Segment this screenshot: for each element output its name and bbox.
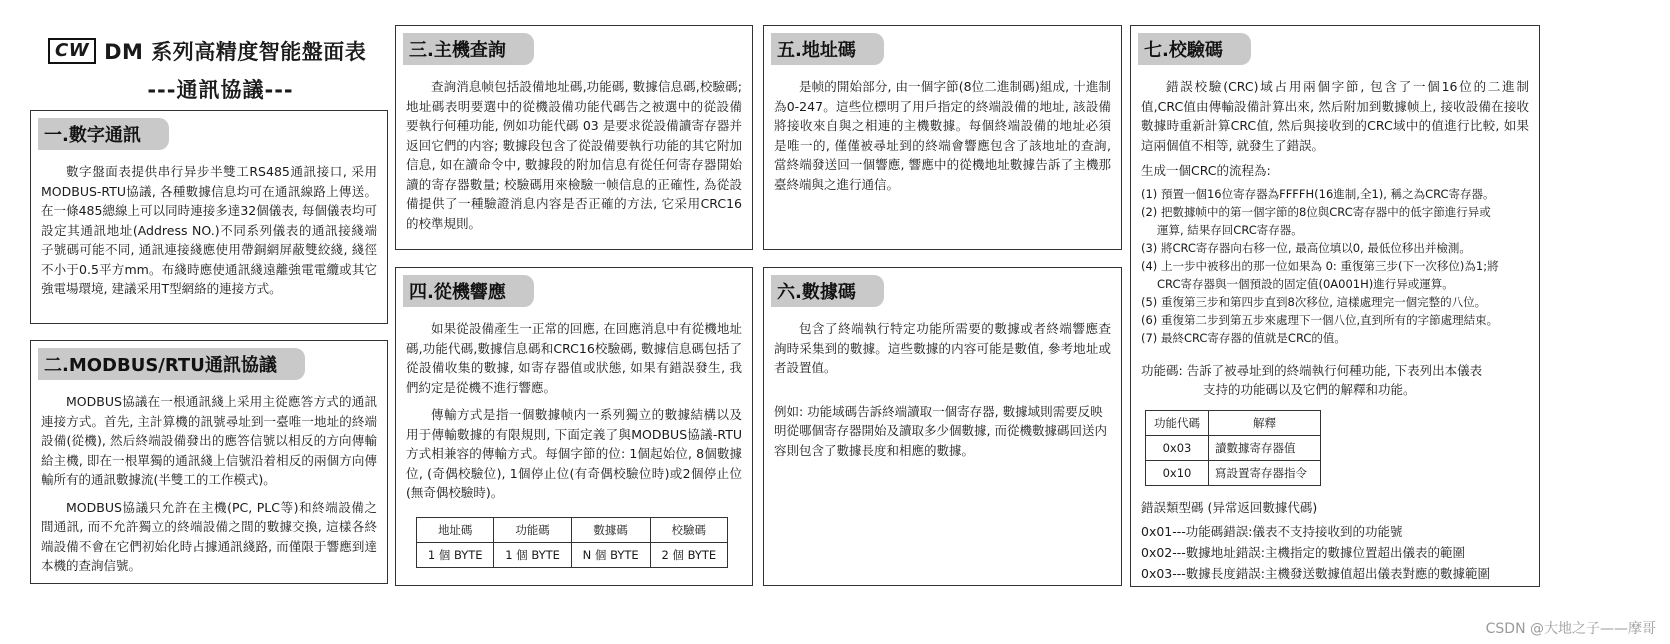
section-slave-response [395,267,753,586]
list-item [1141,257,1529,293]
table-header-cell: 解釋 [1208,410,1320,435]
list-item [1141,203,1529,239]
list-item [1141,185,1529,203]
step-text: (5) 重復第三步和第四步直到8次移位, 這樣處理完一個完整的八位。 [1141,294,1487,309]
function-code-note: 功能碼: 告訴了被尋址到的終端執行何種功能, 下表列出本儀表 [1141,362,1483,378]
section-heading: 四.從機響應 [403,275,534,307]
table-row [1146,410,1321,435]
step-text: (7) 最終CRC寄存器的值就是CRC的值。 [1141,330,1346,345]
protocol-subtitle: ---通訊協議--- [147,78,294,102]
table-cell: 0x03 [1146,435,1209,460]
section-heading: 二.MODBUS/RTU通訊協議 [38,348,305,380]
list-item [1141,293,1529,311]
frame-structure-table [416,517,728,568]
section-paragraph: 數字盤面表提供串行异步半雙工RS485通訊接口, 采用MODBUS-RTU協議, 各種數據信息均可在通訊線路上傳送。在一條485總線上可以同時連接多達32個儀表, 每個儀表均可設定其通訊地址(Address NO.)不同系列儀表的通訊接綫端子號碼可能不同, 通訊連接綫應使用帶銅網屏蔽雙絞綫, 綫徑不小于0.5平方mm。布綫時應使通訊綫遠離強電電纜或其它強電場環境, 建議采用T型網絡的連接方式。 [41,164,377,296]
step-text: (1) 預置一個16位寄存器為FFFFH(16進制,全1), 稱之為CRC寄存器。 [1141,186,1495,201]
section-heading: 六.數據碼 [771,275,884,307]
table-header-cell: 功能代碼 [1146,410,1209,435]
table-cell: 讀數據寄存器值 [1208,435,1320,460]
section-heading: 三.主機查詢 [403,33,534,65]
section-paragraph: 包含了終端執行特定功能所需要的數據或者終端響應查詢時采集到的數據。這些數據的内容可能是數值, 參考地址或者設置值。 [774,321,1111,375]
function-code-table [1145,410,1321,486]
table-row [417,517,728,542]
table-header-cell: 功能碼 [494,517,571,542]
section-paragraph: 查詢消息帧包括設備地址碼,功能碼, 數據信息碼,校驗碼; 地址碼表明要選中的從機設備功能代碼告之被選中的從設備要執行何種功能, 例如功能代碼 03 是要求從設備讀寄存器并返回它們的内容; 數據段包含了從設備要執行功能的其它附加信息, 如在讀命令中, 數據段的附加信息有從任何寄存器開始讀的寄存器數量; 校驗碼用來檢驗一帧信息的正確性, 為從設備提供了一種驗證消息内容是否正確的方法, 它采用CRC16的校準規則。 [406,79,742,231]
example-paragraph: 例如: 功能域碼告訴終端讀取一個寄存器, 數據域則需要反映明從哪個寄存器開始及讀取多少個數據, 而從機數據碼回送内容則包含了數據長度和相應的數據。 [774,403,1107,458]
error-code-list [1141,521,1529,584]
section-paragraph: 是帧的開始部分, 由一個字節(8位二進制碼)組成, 十進制為0-247。這些位標明了用戶指定的終端設備的地址, 該設備將接收來自與之相連的主機數據。每個終端設備的地址必須是唯一的, 僅僅被尋址到的終端會響應包含了該地址的查詢, 當終端發送回一個響應, 響應中的從機地址數據告訴了主機那臺終端與之進行通信。 [774,79,1111,192]
step-continuation: CRC寄存器與一個預設的固定值(0A001H)進行异或運算。 [1157,276,1454,291]
table-header-cell: 地址碼 [417,517,494,542]
section-checksum [1130,25,1540,587]
cw-logo: CW [48,38,96,64]
table-row [417,542,728,567]
list-item: 0x03---數據長度錯誤:主機發送數據值超出儀表對應的數據範圍 [1141,566,1491,581]
product-title: DM 系列高精度智能盤面表 [104,40,367,64]
section-heading: 一.數字通訊 [38,118,169,150]
list-item: 0x02---數據地址錯誤:主機指定的數據位置超出儀表的範圍 [1141,545,1466,560]
step-text: (3) 將CRC寄存器向右移一位, 最高位填以0, 最低位移出并檢測。 [1141,240,1471,255]
section-paragraph: MODBUS協議在一根通訊綫上采用主從應答方式的通訊連接方式。首先, 主計算機的訊號尋址到一臺唯一地址的終端設備(從機), 然后終端設備發出的應答信號以相反的方向傳輸給主機, 即在一根單獨的通訊綫上信號沿着相反的兩個方向傳輸所有的通訊數據流(半雙工的工作模式)。 [41,394,377,487]
list-item [1141,239,1529,257]
list-item: 0x01---功能碼錯誤:儀表不支持接收到的功能號 [1141,524,1403,539]
function-code-note-cont: 支持的功能碼以及它們的解釋和功能。 [1203,382,1416,397]
section-modbus-rtu [30,340,388,584]
section-paragraph: 錯誤校驗(CRC)域占用兩個字節, 包含了一個16位的二進制值,CRC值由傳輸設備計算出來, 然后附加到數據帧上, 接收設備在接收數據時重新計算CRC值, 然后與接收到的CRC域中的值進行比較, 如果這兩個值不相等, 就發生了錯誤。 [1141,79,1529,153]
section-paragraph: 傳輸方式是指一個數據帧内一系列獨立的數據結構以及用于傳輸數據的有限規則, 下面定義了與MODBUS協議-RTU方式相兼容的傳輸方式。每個字節的位: 1個起始位, 8個數據位, (奇偶校驗位), 1個停止位(有奇偶校驗位時)或2個停止位(無奇偶校驗時)。 [406,407,742,500]
table-cell: 1 個 BYTE [417,542,494,567]
csdn-watermark: CSDN @大地之子——摩哥 [1485,621,1656,637]
table-cell: 0x10 [1146,460,1209,485]
step-text: (6) 重復第二步到第五步來處理下一個八位,直到所有的字節處理結束。 [1141,312,1499,327]
table-row [1146,460,1321,485]
list-item [1141,311,1529,329]
step-text: (2) 把數據帧中的第一個字節的8位與CRC寄存器中的低字節進行异或 [1141,204,1491,219]
step-text: (4) 上一步中被移出的那一位如果為 0: 重復第三步(下一次移位)為1;將 [1141,258,1499,273]
step-continuation: 運算, 結果存回CRC寄存器。 [1157,222,1303,237]
crc-flow-title: 生成一個CRC的流程為: [1141,163,1271,178]
section-data-code [763,267,1122,586]
section-paragraph: 如果從設備產生一正常的回應, 在回應消息中有從機地址碼,功能代碼,數據信息碼和CRC16校驗碼, 數據信息碼包括了從設備收集的數據, 如寄存器值或狀態, 如果有錯誤發生, 我們約定是從機不進行響應。 [406,321,742,395]
table-cell: 2 個 BYTE [650,542,727,567]
section-heading: 七.校驗碼 [1138,33,1251,65]
error-code-title: 錯誤類型碼 (异常返回數據代碼) [1141,499,1318,515]
section-paragraph: MODBUS協議只允許在主機(PC, PLC等)和終端設備之間通訊, 而不允許獨立的終端設備之間的數據交換, 這樣各終端設備不會在它們初始化時占據通訊綫路, 而僅限于響應到達本機的查詢信號。 [41,499,377,573]
table-header-cell: 校驗碼 [650,517,727,542]
section-master-query [395,25,753,250]
section-address-code [763,25,1122,250]
table-cell: 寫設置寄存器指令 [1208,460,1320,485]
list-item [1141,329,1529,347]
table-cell: N 個 BYTE [571,542,650,567]
brand-header [48,36,393,104]
section-heading: 五.地址碼 [771,33,884,65]
table-cell: 1 個 BYTE [494,542,571,567]
crc-steps-list [1141,185,1529,347]
section-digital-communication [30,110,388,324]
table-row [1146,435,1321,460]
brand-title-row [48,36,393,66]
table-header-cell: 數據碼 [571,517,650,542]
